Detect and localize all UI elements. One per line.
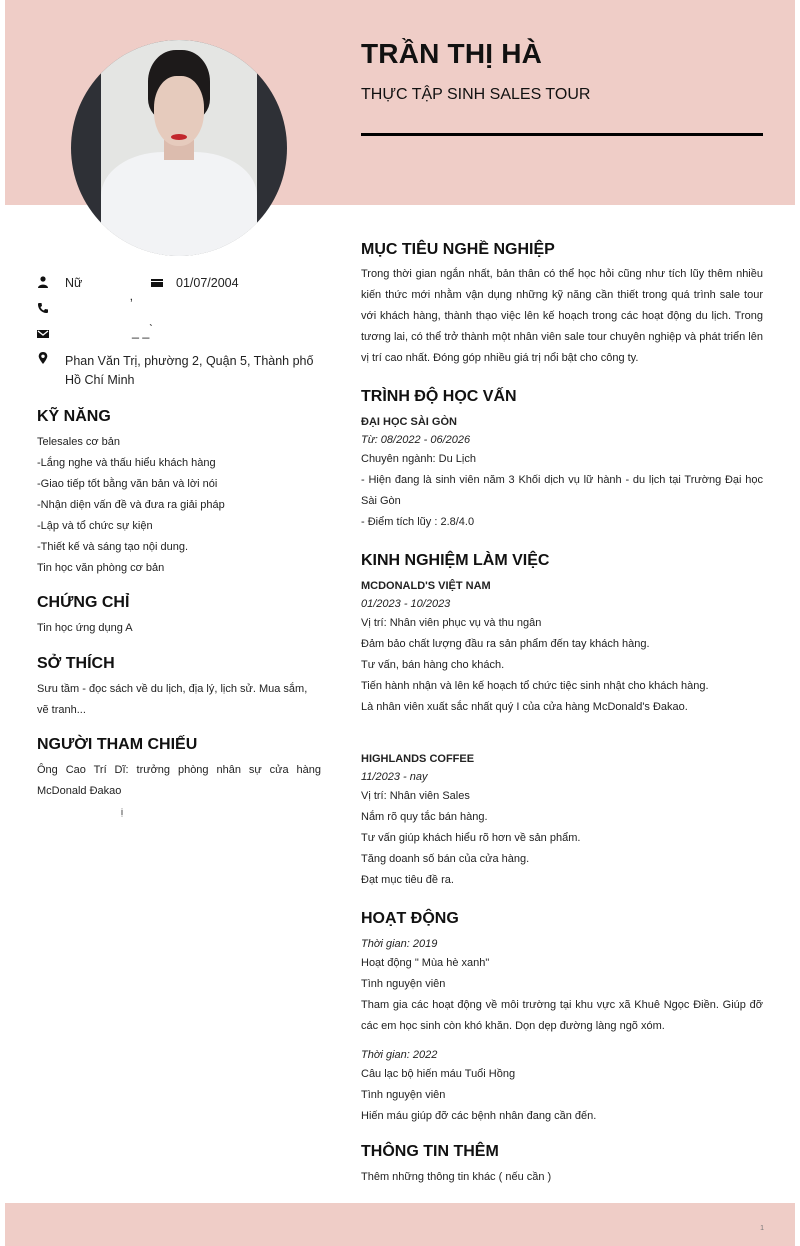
objective-heading: MỤC TIÊU NGHỀ NGHIỆP: [361, 241, 555, 258]
education-entry: [361, 413, 763, 533]
phone-value[interactable]: ʼ: [130, 297, 133, 311]
activity-line: Tình nguyện viên: [361, 1089, 446, 1101]
education-heading: TRÌNH ĐỘ HỌC VẤN: [361, 388, 517, 405]
additional-text: Thêm những thông tin khác ( nếu cần ): [361, 1171, 552, 1183]
avatar-shirt: [101, 152, 257, 256]
job-line: Tăng doanh số bán của cửa hàng.: [361, 853, 530, 865]
activity-entry: [361, 1046, 763, 1127]
job-line: Tiến hành nhận và lên kế hoạch tổ chức tiệc sinh nhật cho khách hàng.: [361, 680, 709, 692]
education-line: - Điểm tích lũy : 2.8/4.0: [361, 516, 475, 528]
calendar-icon: [151, 277, 163, 289]
certificates-heading: CHỨNG CHỈ: [37, 594, 130, 611]
activity-line: Hoạt động " Mùa hè xanh": [361, 957, 490, 969]
activity-entry: [361, 935, 763, 1037]
objective-text: Trong thời gian ngắn nhất, bản thân có thể học hỏi cũng như tích lũy thêm nhiều kiến thức mới nhằm vận dụng những kỹ năng cần thiết trong quá trình sale tour với khách hàng, thành thạo việc lên kế hoạch trong các hoạt động du lịch. Trong tương lai, có thể trở thành một nhân viên sale tour chuyên nghiệp và phát triển lên vị trí cao nhất. Đóng góp nhiều giá trị nổi bật cho công ty.: [361, 268, 763, 364]
references-text: Ông Cao Trí Dĩ: trưởng phòng nhân sự cửa hàng McDonald Đakao: [37, 764, 321, 797]
candidate-name: TRẦN THỊ HÀ: [361, 38, 543, 69]
activity-period: Thời gian: 2022: [361, 1049, 438, 1061]
job-line: Vị trí: Nhân viên Sales: [361, 790, 470, 802]
job-line: Tư vấn giúp khách hiểu rõ hơn về sản phẩm.: [361, 832, 581, 844]
activity-period: Thời gian: 2019: [361, 938, 438, 950]
activity-line: Câu lạc bộ hiến máu Tuổi Hồng: [361, 1068, 516, 1080]
skill-item: -Giao tiếp tốt bằng văn bản và lời nói: [37, 478, 218, 490]
skill-item: -Lắng nghe và thấu hiểu khách hàng: [37, 457, 216, 469]
education-line: - Hiện đang là sinh viên năm 3 Khối dịch vụ lữ hành - du lịch tại Trường Đại học Sài Gòn: [361, 474, 763, 507]
activities-heading: HOẠT ĐỘNG: [361, 910, 459, 927]
experience-entry: [361, 750, 763, 891]
location-icon: [37, 352, 49, 364]
school-name: ĐẠI HỌC SÀI GÒN: [361, 416, 457, 428]
birthday-value: 01/07/2004: [176, 276, 239, 290]
user-icon: [37, 276, 49, 288]
activity-line: Hiến máu giúp đỡ các bệnh nhân đang cần đến.: [361, 1110, 597, 1122]
address-line-1: Phan Văn Trị, phường 2, Quận 5, Thành phố: [65, 354, 314, 368]
gender-value: Nữ: [65, 276, 83, 290]
skill-item: -Thiết kế và sáng tạo nội dung.: [37, 541, 189, 553]
contact-phone-row: [37, 297, 327, 317]
experience-heading: KINH NGHIỆM LÀM VIỆC: [361, 552, 550, 569]
skills-list: [37, 432, 321, 579]
references-extra: ị: [121, 807, 123, 817]
footer-band: [5, 1203, 795, 1246]
education-period: Từ: 08/2022 - 06/2026: [361, 434, 471, 446]
job-line: Vị trí: Nhân viên phục vụ và thu ngân: [361, 617, 542, 629]
job-line: Đạt mục tiêu đề ra.: [361, 874, 454, 886]
contact-gender-row: [37, 276, 327, 292]
job-line: Đảm bảo chất lượng đầu ra sản phẩm đến tay khách hàng.: [361, 638, 650, 650]
job-title: THỰC TẬP SINH SALES TOUR: [361, 86, 591, 103]
skill-item: -Lập và tổ chức sự kiện: [37, 520, 153, 532]
company-name: MCDONALD'S VIỆT NAM: [361, 580, 491, 592]
education-line: Chuyên ngành: Du Lịch: [361, 453, 476, 465]
avatar-lips: [171, 134, 187, 140]
job-line: Tư vấn, bán hàng cho khách.: [361, 659, 505, 671]
experience-entry: [361, 577, 763, 718]
job-line: Là nhân viên xuất sắc nhất quý I của cửa hàng McDonald's Đakao.: [361, 701, 688, 713]
activity-line: Tình nguyện viên: [361, 978, 446, 990]
certificate-item: Tin học ứng dụng A: [37, 622, 133, 634]
skill-item: -Nhận diện vấn đề và đưa ra giải pháp: [37, 499, 225, 511]
job-period: 01/2023 - 10/2023: [361, 598, 451, 610]
company-name: HIGHLANDS COFFEE: [361, 753, 475, 765]
contact-email-row: [37, 327, 327, 343]
title-divider: [361, 133, 763, 136]
contact-address-row: [37, 352, 327, 392]
page-number: 1: [760, 1225, 764, 1232]
phone-icon: [37, 302, 49, 314]
certificates-list: [37, 618, 321, 639]
email-value[interactable]: _ _ ̀: [132, 325, 153, 339]
skill-item: Tin học văn phòng cơ bản: [37, 562, 165, 574]
skills-heading: KỸ NĂNG: [37, 408, 111, 425]
avatar: [71, 40, 287, 256]
activity-line: Tham gia các hoạt động về môi trường tại khu vực xã Khuê Ngọc Điền. Giúp đỡ các em học sinh còn khó khăn. Dọn dẹp đường làng ngõ xóm.: [361, 999, 763, 1032]
hobbies-heading: SỞ THÍCH: [37, 655, 115, 672]
hobbies-text: Sưu tầm - đọc sách về du lịch, địa lý, lịch sử. Mua sắm, vẽ tranh...: [37, 683, 308, 716]
email-icon: [37, 329, 49, 341]
job-line: Nắm rõ quy tắc bán hàng.: [361, 811, 488, 823]
skill-item: Telesales cơ bản: [37, 436, 121, 448]
job-period: 11/2023 - nay: [361, 771, 428, 783]
address-line-2: Hồ Chí Minh: [65, 373, 135, 387]
references-heading: NGƯỜI THAM CHIẾU: [37, 736, 198, 753]
additional-heading: THÔNG TIN THÊM: [361, 1143, 499, 1160]
